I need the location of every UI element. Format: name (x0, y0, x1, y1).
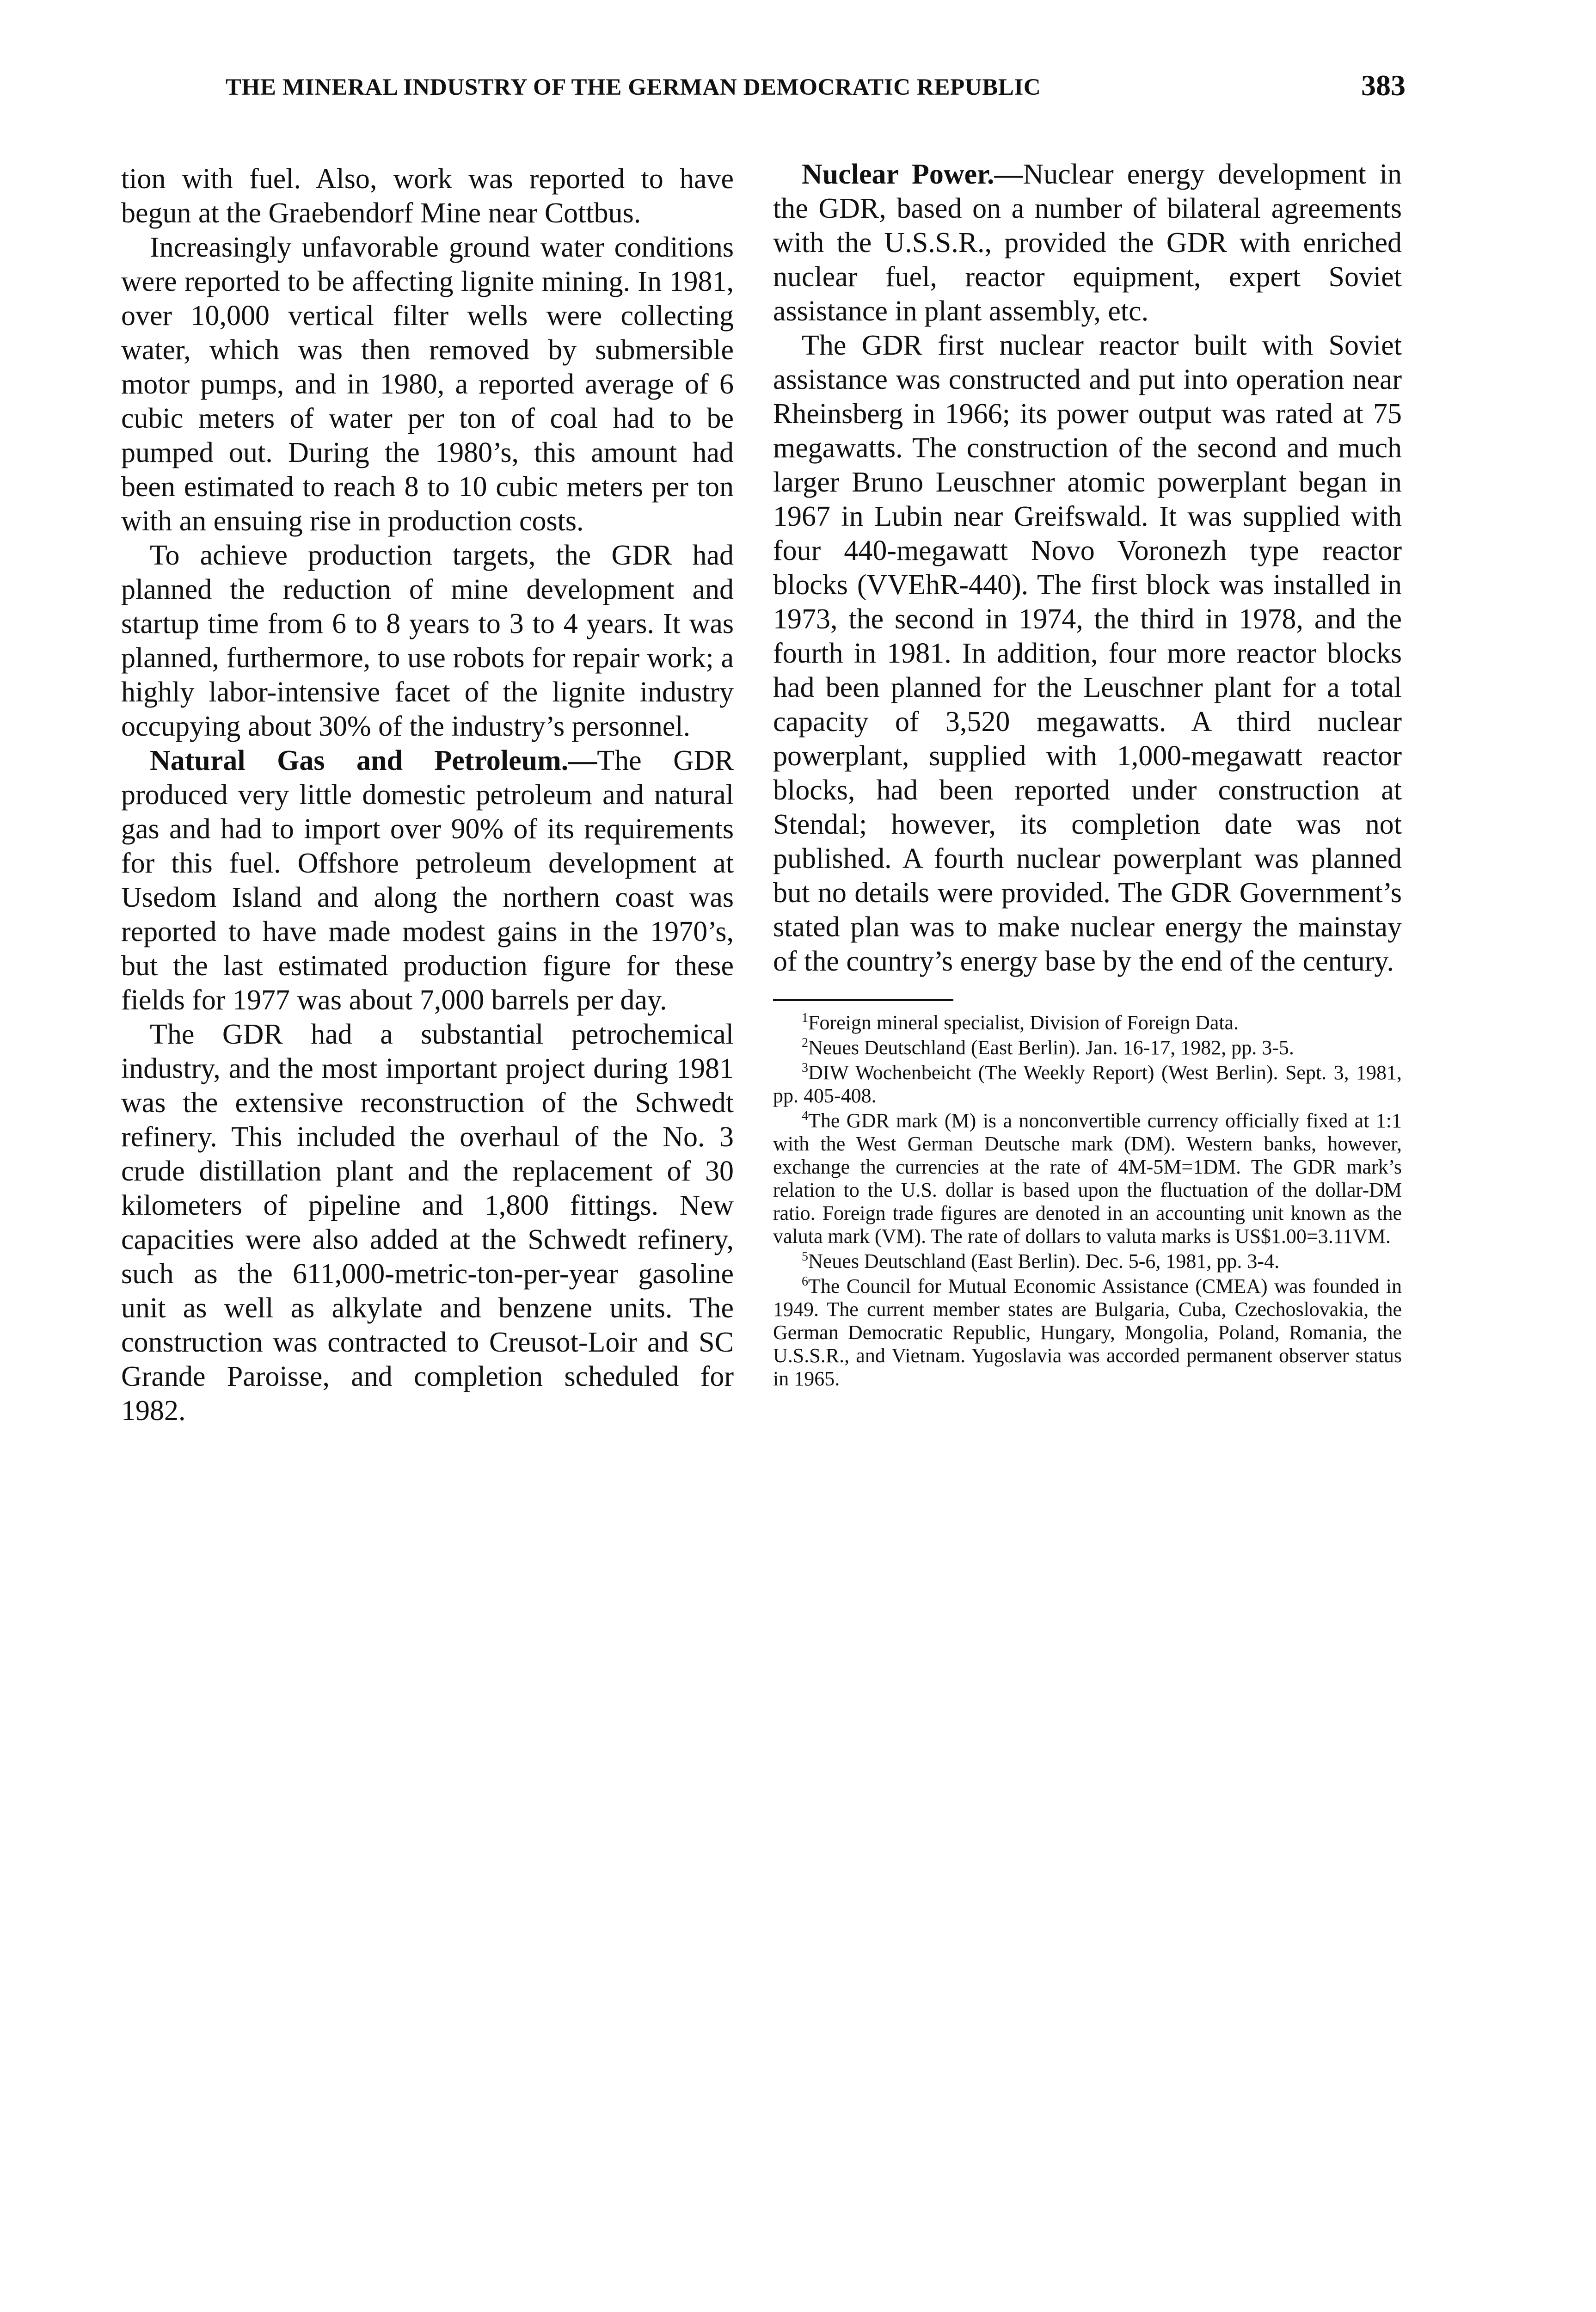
heading-natural-gas-petroleum: Natural Gas and Petroleum.— (150, 745, 597, 776)
footnote-mark: 5 (802, 1249, 808, 1264)
footnote-mark: 4 (802, 1109, 808, 1123)
footnote (773, 1011, 1402, 1034)
footnote (773, 1275, 1402, 1390)
right-column (773, 157, 1402, 1392)
page-number: 383 (1361, 69, 1406, 102)
paragraph-production-targets: To achieve production targets, the GDR had planned the reduction of mine development and startup time from 6 to 8 years to 3 to 4 years. It was planned, furthermore, to use robots for repair work; a highly labor-intensive facet of the lignite industry occupying about 30% of the industry’s personnel. (121, 540, 734, 742)
paragraph-graebendorf: tion with fuel. Also, work was reported to have begun at the Graebendorf Mine near Cottbus. (121, 163, 734, 229)
footnote-text: The Council for Mutual Economic Assistance (CMEA) was founded in 1949. The current member states are Bulgaria, Cuba, Czechoslovakia, the German Democratic Republic, Hungary, Mongolia, Poland, Romania, the U.S.S.R., and Vietnam. Yugoslavia was accorded permanent observer status in 1965. (773, 1275, 1402, 1390)
footnote-divider (773, 999, 953, 1001)
footnote-mark: 3 (802, 1061, 808, 1075)
footnote (773, 1061, 1402, 1107)
footnote-text: The GDR mark (M) is a nonconvertible currency officially fixed at 1:1 with the West German Deutsche mark (DM). Western banks, however, exchange the currencies at the rate of 4M-5M=1DM. The GDR mark’s relation to the U.S. dollar is based upon the fluctuation of the dollar-DM ratio. Foreign trade figures are denoted in an accounting unit known as the valuta mark (VM). The rate of dollars to valuta marks is US$1.00=3.11VM. (773, 1109, 1402, 1248)
paragraph-nuclear-power-body: Nuclear energy development in the GDR, based on a number of bilateral agreements with the U.S.S.R., provided the GDR with enriched nuclear fuel, reactor equipment, expert Soviet assistance in plant assembly, etc. (773, 159, 1402, 327)
paragraph-natural-gas-body: The GDR produced very little domestic petroleum and natural gas and had to import over 90% of its requirements for this fuel. Offshore petroleum development at Usedom Island and along the northern coast was reported to have made modest gains in the 1970’s, but the last estimated production figure for these fields for 1977 was about 7,000 barrels per day. (121, 745, 734, 1016)
footnote-mark: 2 (802, 1036, 808, 1050)
footnote (773, 1109, 1402, 1248)
footnote-text: Foreign mineral specialist, Division of Foreign Data. (808, 1011, 1239, 1034)
footnote-text: Neues Deutschland (East Berlin). Jan. 16-17, 1982, pp. 3-5. (808, 1036, 1294, 1059)
paragraph-ground-water: Increasingly unfavorable ground water conditions were reported to be affecting lignite mining. In 1981, over 10,000 vertical filter wells were collecting water, which was then removed by submersible motor pumps, and in 1980, a reported average of 6 cubic meters of water per ton of coal had to be pumped out. During the 1980’s, this amount had been estimated to reach 8 to 10 cubic meters per ton with an ensuing rise in production costs. (121, 232, 734, 537)
footnote-text: DIW Wochenbeicht (The Weekly Report) (West Berlin). Sept. 3, 1981, pp. 405-408. (773, 1061, 1402, 1107)
footnotes (773, 1011, 1402, 1390)
left-column (121, 162, 734, 1428)
paragraph-natural-gas (121, 744, 734, 1017)
paragraph-nuclear-reactors: The GDR first nuclear reactor built with Soviet assistance was constructed and put into operation near Rheinsberg in 1966; its power output was rated at 75 megawatts. The construction of the second and much larger Bruno Leuschner atomic powerplant began in 1967 in Lubin near Greifswald. It was supplied with four 440-megawatt Novo Voronezh type reactor blocks (VVEhR-440). The first block was installed in 1973, the second in 1974, the third in 1978, and the fourth in 1981. In addition, four more reactor blocks had been planned for the Leuschner plant for a total capacity of 3,520 megawatts. A third nuclear powerplant, supplied with 1,000-megawatt reactor blocks, had been reported under construction at Stendal; however, its completion date was not published. A fourth nuclear powerplant was planned but no details were provided. The GDR Government’s stated plan was to make nuclear energy the mainstay of the country’s energy base by the end of the century. (773, 330, 1402, 977)
heading-nuclear-power: Nuclear Power.— (802, 159, 1023, 190)
footnote (773, 1036, 1402, 1059)
footnote-text: Neues Deutschland (East Berlin). Dec. 5-6, 1981, pp. 3-4. (808, 1250, 1280, 1273)
paragraph-nuclear-power (773, 157, 1402, 328)
footnote-mark: 1 (802, 1011, 808, 1025)
paragraph-petrochemical: The GDR had a substantial petrochemical industry, and the most important project during 1981 was the extensive reconstruction of the Schwedt refinery. This included the overhaul of the No. 3 crude distillation plant and the replacement of 30 kilometers of pipeline and 1,800 fittings. New capacities were also added at the Schwedt refinery, such as the 611,000-metric-ton-per-year gasoline unit as well as alkylate and benzene units. The construction was contracted to Creusot-Loir and SC Grande Paroisse, and completion scheduled for 1982. (121, 1019, 734, 1427)
running-header-title: THE MINERAL INDUSTRY OF THE GERMAN DEMOCRATIC REPUBLIC (226, 74, 1041, 100)
footnote (773, 1250, 1402, 1273)
footnote-mark: 6 (802, 1274, 808, 1289)
